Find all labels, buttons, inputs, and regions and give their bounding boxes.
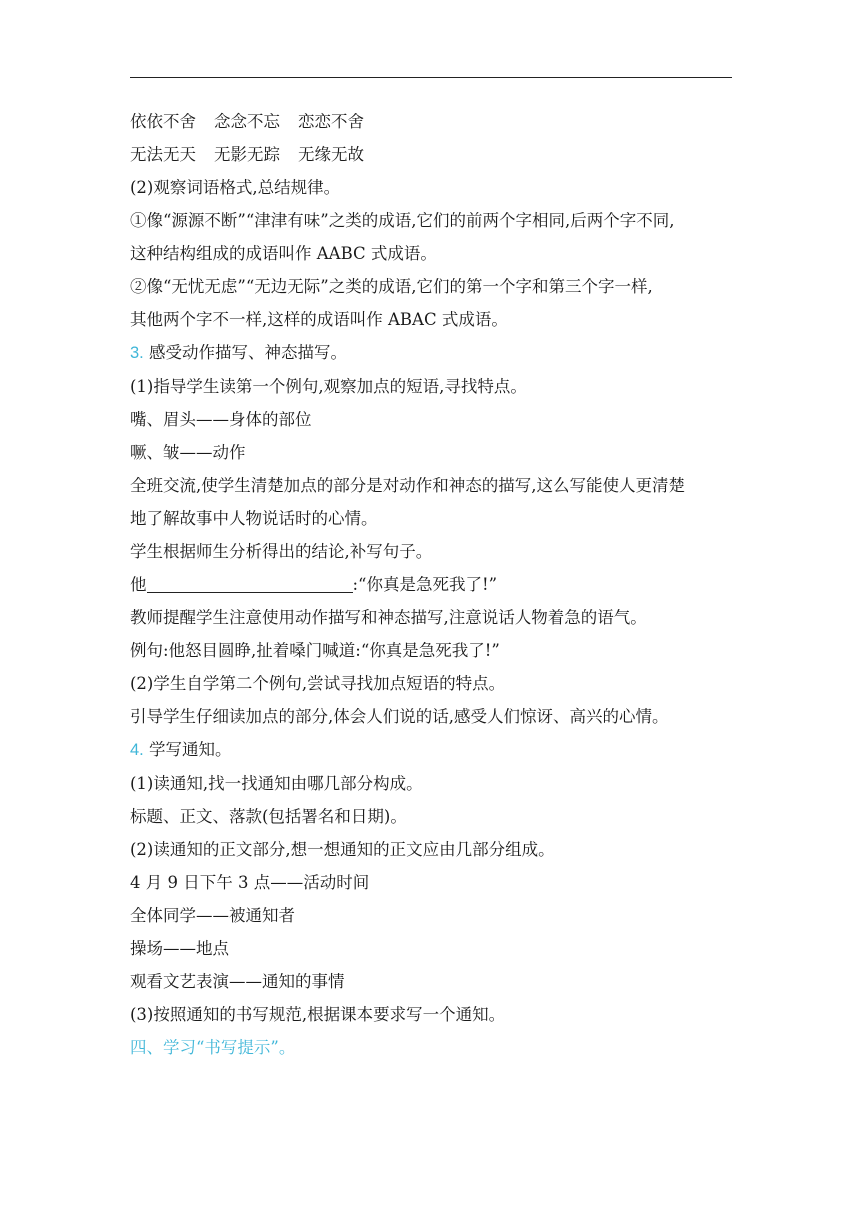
paragraph: 全体同学——被通知者 bbox=[130, 906, 295, 925]
idiom: 念念不忘 bbox=[214, 112, 280, 131]
paragraph: 引导学生仔细读加点的部分,体会人们说的话,感受人们惊讶、高兴的心情。 bbox=[130, 707, 669, 726]
header-rule bbox=[130, 77, 732, 78]
idiom: 恋恋不舍 bbox=[298, 112, 364, 131]
idiom: 无缘无故 bbox=[298, 145, 364, 164]
paragraph: 例句:他怒目圆睁,扯着嗓门喊道:“你真是急死我了!” bbox=[130, 641, 500, 660]
document-body bbox=[130, 105, 734, 1064]
paragraph: 观看文艺表演——通知的事情 bbox=[130, 972, 345, 991]
section-heading-four: 四、学习“书写提示”。 bbox=[130, 1038, 296, 1057]
paragraph: (1)指导学生读第一个例句,观察加点的短语,寻找特点。 bbox=[130, 377, 527, 396]
idiom: 无影无踪 bbox=[214, 145, 280, 164]
section-heading-3 bbox=[130, 336, 734, 370]
idiom: 依依不舍 bbox=[130, 112, 196, 131]
section-title: 感受动作描写、神态描写。 bbox=[149, 343, 348, 362]
paragraph: 嘴、眉头——身体的部位 bbox=[130, 410, 312, 429]
fill-in-sentence bbox=[130, 568, 734, 601]
paragraph: ①像“源源不断”“津津有味”之类的成语,它们的前两个字相同,后两个字不同, bbox=[130, 211, 675, 230]
paragraph: (2)学生自学第二个例句,尝试寻找加点短语的特点。 bbox=[130, 674, 506, 693]
fill-in-blank[interactable] bbox=[147, 574, 353, 593]
section-title: 学写通知。 bbox=[149, 740, 232, 759]
paragraph: (2)观察词语格式,总结规律。 bbox=[130, 178, 341, 197]
idiom: 无法无天 bbox=[130, 145, 196, 164]
paragraph: 学生根据师生分析得出的结论,补写句子。 bbox=[130, 542, 433, 561]
paragraph: ②像“无忧无虑”“无边无际”之类的成语,它们的第一个字和第三个字一样, bbox=[130, 277, 653, 296]
sentence-start: 他 bbox=[130, 575, 147, 594]
paragraph: 这种结构组成的成语叫作 AABC 式成语。 bbox=[130, 244, 437, 263]
paragraph: 地了解故事中人物说话时的心情。 bbox=[130, 509, 378, 528]
section-number: 4. bbox=[130, 741, 144, 759]
paragraph: (1)读通知,找一找通知由哪几部分构成。 bbox=[130, 774, 423, 793]
paragraph: 操场——地点 bbox=[130, 939, 229, 958]
section-number: 3. bbox=[130, 344, 144, 362]
paragraph: 标题、正文、落款(包括署名和日期)。 bbox=[130, 807, 407, 826]
paragraph: 噘、皱——动作 bbox=[130, 443, 246, 462]
sentence-end: :“你真是急死我了!” bbox=[352, 575, 498, 594]
idiom-row-1 bbox=[130, 105, 734, 138]
paragraph: 教师提醒学生注意使用动作描写和神态描写,注意说话人物着急的语气。 bbox=[130, 608, 647, 627]
paragraph: (2)读通知的正文部分,想一想通知的正文应由几部分组成。 bbox=[130, 840, 555, 859]
paragraph: 4 月 9 日下午 3 点——活动时间 bbox=[130, 873, 370, 892]
paragraph: 全班交流,使学生清楚加点的部分是对动作和神态的描写,这么写能使人更清楚 bbox=[130, 476, 685, 495]
section-heading-4 bbox=[130, 733, 734, 767]
paragraph: 其他两个字不一样,这样的成语叫作 ABAC 式成语。 bbox=[130, 310, 508, 329]
paragraph: (3)按照通知的书写规范,根据课本要求写一个通知。 bbox=[130, 1005, 506, 1024]
idiom-row-2 bbox=[130, 138, 734, 171]
